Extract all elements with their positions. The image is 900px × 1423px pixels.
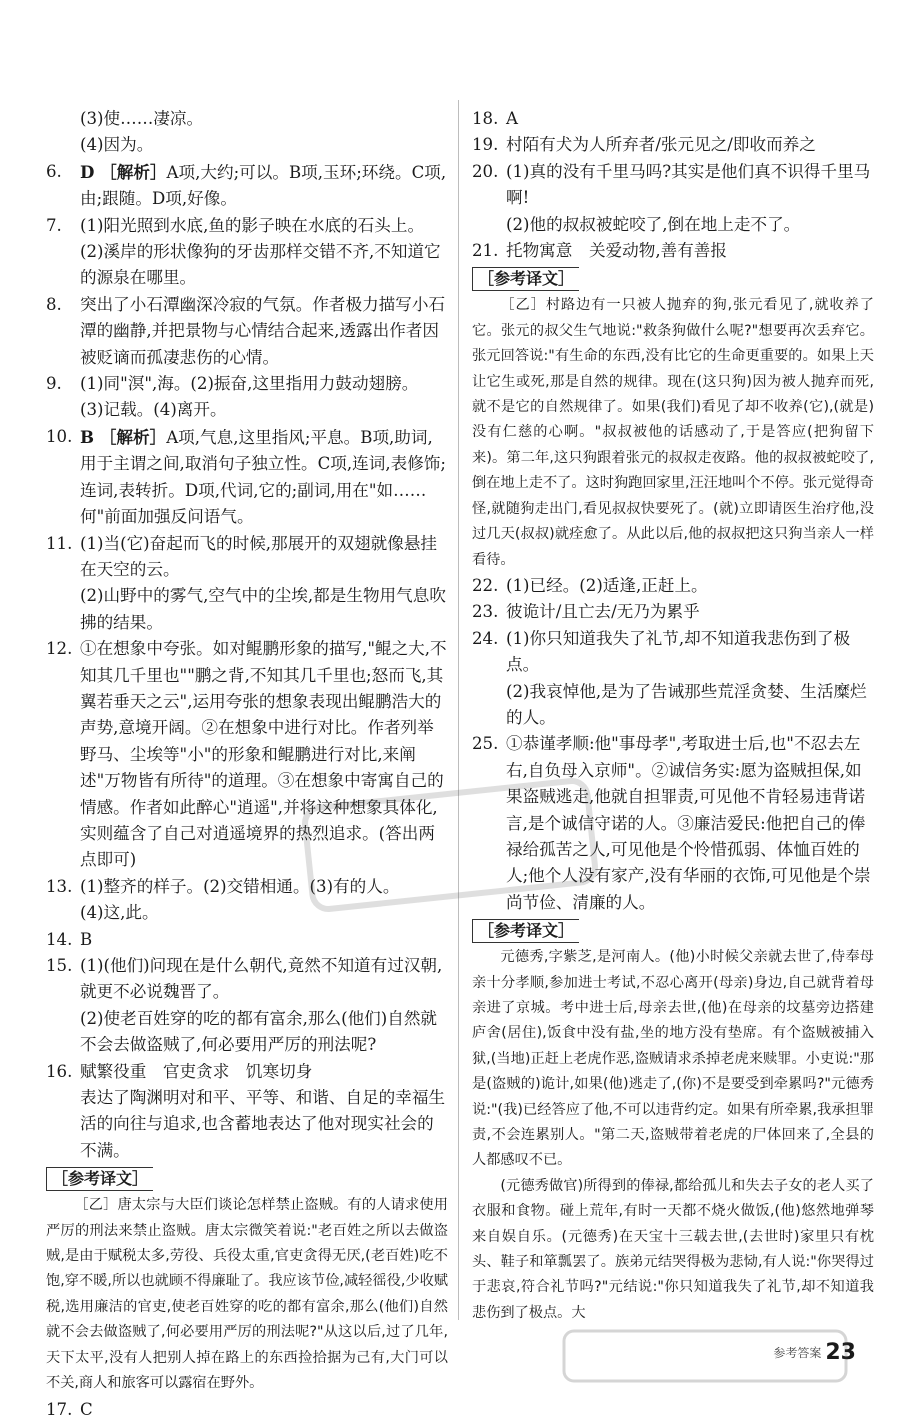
answer-item bbox=[472, 599, 874, 625]
watermark-logo-corner bbox=[560, 1325, 850, 1387]
answer-choice-tag: B ［解析］ bbox=[80, 426, 167, 447]
answer-body bbox=[80, 292, 448, 371]
question-number: 20. bbox=[472, 161, 499, 181]
answer-choice-tag: D ［解析］ bbox=[80, 161, 167, 182]
answer-item bbox=[46, 927, 448, 953]
question-number: 15. bbox=[46, 956, 73, 975]
question-number: 10. bbox=[46, 426, 73, 446]
answer-text: A项,大约;可以。B项,玉环;环绕。C项,由;跟随。D项,好像。 bbox=[80, 162, 447, 209]
translation-heading: ［参考译文］ bbox=[46, 1167, 153, 1191]
answer-item bbox=[46, 1059, 448, 1165]
page-number: 23 bbox=[825, 1340, 856, 1365]
question-number: 22. bbox=[472, 575, 499, 595]
answer-line: (1)整齐的样子。(2)交错相通。(3)有的人。 bbox=[80, 876, 400, 896]
answer-item bbox=[46, 106, 448, 159]
answer-item bbox=[46, 213, 448, 292]
answer-line: (2)使老百姓穿的吃的都有富余,那么(他们)自然就不会去做盗贼了,何必要用严厉的刑法呢? bbox=[80, 1008, 438, 1055]
question-number: 17. bbox=[46, 1399, 73, 1419]
translation-text: ［乙］唐太宗与大臣们谈论怎样禁止盗贼。有的人请求使用严厉的刑法来禁止盗贼。唐太宗微笑着说:"老百姓之所以去做盗贼,是由于赋税太多,劳役、兵役太重,官吏贪得无厌,(老百姓)吃不饱,穿不暖,所以也就顾不得廉耻了。我应该节俭,减轻徭役,少收赋税,选用廉洁的官吏,使老百姓穿的吃的都有富余,那么(他们)自然就不会去做盗贼了,何必要用严厉的刑法呢?"从这以后,过了几年,天下太平,没有人把别人掉在路上的东西捡拾据为己有,大门可以不关,商人和旅客可以露宿在野外。 bbox=[46, 1197, 448, 1392]
left-column bbox=[46, 106, 448, 1423]
translation-text: 元德秀,字紫芝,是河南人。(他)小时候父亲就去世了,侍奉母亲十分孝顺,参加进士考试,不忍心离开(母亲)身边,自己就背着母亲进了京城。考中进士后,母亲去世,(他)在母亲的坟墓旁边搭建庐舍(居住),饭食中没有盐,坐的地方没有垫席。有个盗贼被捕入狱,(当地)正赶上老虎作恶,盗贼请求杀掉老虎来赎罪。小吏说:"那是(盗贼的)诡计,如果(他)逃走了,(你)不是要受到牵累吗?"元德秀说:"(我)已经答应了他,不可以违背约定。如果有所牵累,我承担罪责,不会连累别人。"第二天,盗贼带着老虎的尸体回来了,全县的人都感叹不已。 bbox=[472, 949, 874, 1169]
answer-item bbox=[46, 1397, 448, 1423]
answer-line: (3)记载。(4)离开。 bbox=[80, 400, 227, 420]
translation-heading: ［参考译文］ bbox=[472, 267, 579, 291]
answer-text: 彼诡计/且亡去/无乃为累乎 bbox=[506, 602, 700, 622]
answer-line: (4)这,此。 bbox=[80, 903, 159, 923]
answer-body bbox=[80, 213, 448, 292]
answer-text: 托物寓意 关爱动物,善有善报 bbox=[506, 241, 727, 261]
question-number: 24. bbox=[472, 628, 499, 648]
answer-line: 表达了陶渊明对和平、平等、和谐、自足的幸福生活的向往与追求,也含蓄地表达了他对现实社会的不满。 bbox=[80, 1088, 446, 1160]
answer-text: A bbox=[506, 109, 518, 128]
answer-line: (1)真的没有千里马吗?其实是他们真不识得千里马啊! bbox=[506, 161, 871, 208]
question-number: 18. bbox=[472, 109, 499, 128]
answer-text: C bbox=[80, 1399, 93, 1419]
question-number: 19. bbox=[472, 135, 499, 155]
question-number: 23. bbox=[472, 602, 499, 622]
right-column bbox=[472, 106, 874, 1326]
question-number: 14. bbox=[46, 929, 73, 949]
answer-body bbox=[506, 106, 874, 132]
answer-item bbox=[46, 371, 448, 424]
answer-body bbox=[80, 953, 448, 1059]
answer-text: 村陌有犬为人所弃者/张元见之/即收而养之 bbox=[506, 135, 816, 155]
question-number: 16. bbox=[46, 1061, 73, 1081]
answer-text: ①在想象中夸张。如对鲲鹏形象的描写,"鲲之大,不知其几千里也""鹏之背,不知其几千里也;怒而飞,其翼若垂天之云",运用夸张的想象表现出鲲鹏浩大的声势,意境开阔。②在想象中进行对比。作者列举野马、尘埃等"小"的形象和鲲鹏进行对比,来阐述"万物皆有所待"的道理。③在想象中寄寓自己的情感。作者如此醉心"逍遥",并将这种想象具体化,实则蕴含了自己对逍遥境界的热烈追求。(答出两点即可) bbox=[80, 639, 447, 870]
answer-body bbox=[506, 599, 874, 625]
question-number: 13. bbox=[46, 876, 73, 896]
question-number: 8. bbox=[46, 294, 62, 314]
answer-body bbox=[80, 927, 448, 953]
answer-item bbox=[472, 626, 874, 732]
answer-line: (3)使……凄凉。 bbox=[80, 109, 204, 128]
answer-text: (1)已经。(2)适逢,正赶上。 bbox=[506, 575, 708, 595]
answer-item bbox=[46, 292, 448, 371]
answer-item bbox=[46, 953, 448, 1059]
answer-item bbox=[472, 106, 874, 132]
translation-text: ［乙］村路边有一只被人抛弃的狗,张元看见了,就收养了它。张元的叔父生气地说:"救条狗做什么呢?"想要再次丢弃它。张元回答说:"有生命的东西,没有比它的生命更重要的。如果上天让它生或死,那是自然的规律。现在(这只狗)因为被人抛弃而死,就不是它的自然规律了。如果(我们)看见了却不收养(它),(就是)没有仁慈的心啊。"叔叔被他的话感动了,于是答应(把狗留下来)。第二年,这只狗跟着张元的叔叔走夜路。他的叔叔被蛇咬了,倒在地上走不了。这时狗跑回家里,汪汪地叫个不停。张元觉得奇怪,就随狗走出门,看见叔叔快要死了。(就)立即请医生治疗他,没过几天(叔叔)就痊愈了。从此以后,他的叔叔把这只狗当亲人一样看待。 bbox=[472, 297, 874, 568]
question-number: 6. bbox=[46, 161, 62, 181]
answer-line: 赋繁役重 官吏贪求 饥寒切身 bbox=[80, 1061, 313, 1081]
answer-body bbox=[506, 159, 874, 238]
answer-line: (2)我哀悼他,是为了告诫那些荒淫贪婪、生活糜烂的人。 bbox=[506, 681, 867, 727]
question-number bbox=[46, 106, 80, 159]
answer-item bbox=[472, 159, 874, 238]
answer-body bbox=[506, 573, 874, 599]
question-number: 7. bbox=[46, 215, 62, 235]
answer-item bbox=[46, 531, 448, 637]
question-number: 21. bbox=[472, 241, 499, 261]
answer-item bbox=[472, 132, 874, 158]
answer-body bbox=[80, 1059, 448, 1165]
answer-line: (2)他的叔叔被蛇咬了,倒在地上走不了。 bbox=[506, 214, 801, 234]
answer-line: (1)阳光照到水底,鱼的影子映在水底的石头上。 bbox=[80, 215, 425, 235]
question-number: 11. bbox=[46, 533, 73, 553]
column-divider bbox=[458, 100, 459, 1320]
answer-body bbox=[506, 132, 874, 158]
answer-body bbox=[506, 626, 874, 732]
translation-text: (元德秀做官)所得到的俸禄,都给孤儿和失去子女的老人买了衣服和食物。碰上荒年,有时一天都不烧火做饭,(他)悠然地弹琴来自娱自乐。(元德秀)在天宝十三载去世,(去世时)家里只有枕头、鞋子和箪瓢罢了。族弟元结哭得极为悲恸,有人说:"你哭得过于悲哀,符合礼节吗?"元结说:"你只知道我失了礼节,却不知道我悲伤到了极点。大 bbox=[472, 1177, 874, 1321]
question-number: 9. bbox=[46, 374, 62, 394]
answer-line: (1)你只知道我失了礼节,却不知道我悲伤到了极点。 bbox=[506, 628, 851, 675]
question-number: 12. bbox=[46, 639, 73, 659]
answer-body bbox=[80, 371, 448, 424]
answer-item bbox=[472, 238, 874, 264]
answer-text: ①恭谨孝顺:他"事母孝",考取进士后,也"不忍去左右,自负母入京师"。②诚信务实:愿为盗贼担保,如果盗贼逃走,他就自担罪责,可见他不肯轻易违背诺言,是个诚信守诺的人。③廉洁爱民:他把自己的俸禄给孤苦之人,可见他是个怜惜孤弱、体恤百姓的人;他个人没有家产,没有华丽的衣饰,可见他是个崇尚节俭、清廉的人。 bbox=[506, 734, 871, 912]
answer-text: B bbox=[80, 929, 93, 949]
answer-line: (1)当(它)奋起而飞的时候,那展开的双翅就像悬挂在天空的云。 bbox=[80, 533, 438, 579]
footer-label: 参考答案 bbox=[773, 1346, 822, 1360]
answer-text: 突出了小石潭幽深冷寂的气氛。作者极力描写小石潭的幽静,并把景物与心情结合起来,透露出作者因被贬谪而孤凄悲伤的心情。 bbox=[80, 294, 446, 367]
answer-item bbox=[46, 159, 448, 213]
answer-line: (4)因为。 bbox=[80, 135, 154, 155]
answer-item bbox=[472, 573, 874, 599]
answer-item bbox=[46, 424, 448, 531]
answer-body bbox=[80, 106, 448, 159]
answer-text: A项,气息,这里指风;平息。B项,助词,用于主谓之间,取消句子独立性。C项,连词,表修饰;连词,表转折。D项,代词,它的;副词,用在"如……何"前面加强反问语气。 bbox=[80, 427, 446, 527]
answer-body bbox=[80, 159, 448, 213]
question-number: 25. bbox=[472, 734, 499, 754]
answer-body bbox=[80, 424, 448, 531]
translation-heading: ［参考译文］ bbox=[472, 919, 579, 943]
answer-line: (2)溪岸的形状像狗的牙齿那样交错不齐,不知道它的源泉在哪里。 bbox=[80, 242, 441, 288]
answer-line: (2)山野中的雾气,空气中的尘埃,都是生物用气息吹拂的结果。 bbox=[80, 586, 446, 632]
answer-body bbox=[506, 238, 874, 264]
answer-line: (1)(他们)问现在是什么朝代,竟然不知道有过汉朝,就更不必说魏晋了。 bbox=[80, 956, 443, 1002]
answer-body bbox=[80, 531, 448, 637]
answer-line: (1)同"溟",海。(2)振奋,这里指用力鼓动翅膀。 bbox=[80, 374, 419, 394]
